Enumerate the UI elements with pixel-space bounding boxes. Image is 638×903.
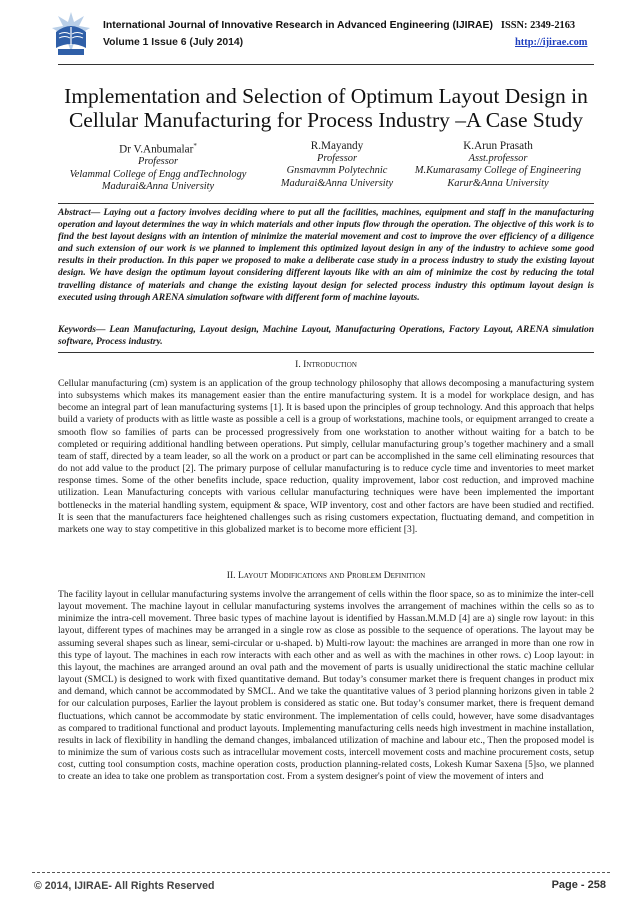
introduction-paragraph: Cellular manufacturing (cm) system is an application of the group technology philosophy that allows decomposing a manufacturing system into subsystems which makes its management easier than the entire manufacturing system. It is a model for workplace design, and has become an integral part of lean manufacturing systems [1]. It is based upon the principles of group technology. And this approach that helps build a variety of products with as little waste as possible a cell is a group of workstations, machine tools, or equipment arranged to create a smooth flow so families of parts can be processed progressively from one workstation to another without waiting for a batch to be completed or requiring additional handling between operations. Put simply, cellular manufacturing group’s together machinery and a small team of staff, directed by a team leader, so all the work on a product or part can be accomplished in the same cell eliminating resources that do not add value to the product [2]. The primary purpose of cellular manufacturing is to reduce cycle time and inventories to meet market response times. Some of the other benefits include, space reduction, quality improvement, labor cost reduction, and improved machine utilization. Lean Manufacturing concepts with various cellular manufacturing techniques were have been implemented the important bottlenecks in the material handling system, equipment & space, WIP inventory, cost and other factors are have been studied and rectified. It is seen that the manufacturers face heightened challenges such as rising customers expectation, fluctuating demand, and competition in markets one way to stay competitive in this globalized market is to become more efficient [3]. [58,378,594,535]
author-role: Professor [137,156,179,168]
author-affiliation: Gnsmavmm Polytechnic [286,165,388,176]
author-mark: * [193,142,197,150]
page-number: Page - 258 [551,879,606,891]
section-heading-layout-modifications: II. Layout Modifications and Problem Definition [226,570,426,581]
author-affiliation: Velammal College of Engg andTechnology [69,168,247,180]
journal-name: International Journal of Innovative Research in Advanced Engineering (IJIRAE) ISSN: 2349-2163 [103,20,576,31]
keywords: Keywords— Lean Manufacturing, Layout design, Machine Layout, Manufacturing Operations, Factory Layout, ARENA simulation software, Process industry. [58,325,594,348]
author-university: Madurai&Anna University [101,181,215,193]
journal-volume: Volume 1 Issue 6 (July 2014) [103,37,244,48]
layout-paragraph: The facility layout in cellular manufacturing systems involve the arrangement of cells within the floor space, so as to minimize the inter-cell layout movement. The machine layout in cellular manufacturing systems involves the arrangement of machines within the cells so as to minimize the intra-cell movement. Three basic types of machine layout is identified by Hassan.M.M.D [4] are a) single row layout: in this layout, different types of machines may be arranged in a single row as close as possible to the sequence of operations. The layout may be assuming several shapes such as linear, semi-circular or u-shaped. b) Multi-row layout: the machines are arranged in more than one row in this type of layout. The machines in each row interacts with each other and as well as with the machines in other rows. c) Loop layout: in this layout, the machines are arranged around an oval path and the movement of parts is usually unidirectional the static machine cellular layout (SMCL) is designed to work with fixed quantitative demand. But today’s consumer market there is frequent changes in product mix and demand, which cannot be accommodated by SMCL. And we take the quantitative values of 3 period planning horizons given in table 2 for our calculation purposes, Earlier the layout problem is considered as static one. But today’s consumer market, there is frequent demand fluctuations, which cannot be accommodate by static environment. The implementation of cells could, however, have some disadvantages as compared to traditional functional and product layouts. Implementing manufacturing cells needs high investment in machine installation, results in lack of flexibility in handling the demand changes, imbalanced utilization of machine and labour etc., Then the proposed model is to minimize the sum of various costs such as intracellular movement costs, intercell movement costs and machine procurement costs, setup cost, cutting tool consumption costs, machine operation costs, production planning-related costs, Lokesh Kumar Saxena [5]so, we planned to create an idea to take one problem as transportation cost. From a system designer's point of view the movement of inters and [58,589,594,783]
journal-logo-icon [50,10,92,56]
abstract: Abstract— Laying out a factory involves deciding where to put all the facilities, machines, equipment and staff in the manufacturing operation and layout determines the way in which materials and other inputs flow through the operation. The objective of this work is to find the best layout designs with an intention of minimize the material movement and cost to improve the over efficiency of a diligence and such extension of our work is we planned to implement this optimized layout design in any of the industry to achieve some good results in their production. In this paper we proposed to make a deliberate case study in a process industry to study the existing layout design. We have design the optimum layout considering different layouts like with an aim of minimize the cost by reducing the total travelling distance of materials and change the existing layout design for selected process industry this optimum layout design is executed using through ARENA simulation software with different form of machine layouts. [58,208,594,303]
author-role: Professor [316,152,358,164]
author-3 [402,140,594,190]
abstract-bottom-divider [58,352,594,353]
footer-divider [32,872,610,873]
journal-url-link[interactable]: http://ijirae.com [515,37,588,48]
author-university: Karur&Anna University [447,177,549,189]
section-heading-introduction: I. Introduction [295,359,357,370]
author-list [58,140,594,200]
author-2 [272,140,402,190]
paper-title: Implementation and Selection of Optimum Layout Design in Cellular Manufacturing for Process Industry –A Case Study [64,84,588,132]
abstract-top-divider [58,203,594,204]
author-role: Asst.professor [468,152,528,164]
author-affiliation: M.Kumarasamy College of Engineering [414,165,582,176]
author-name: Dr V.Anbumalar [119,143,194,156]
author-university: Madurai&Anna University [280,177,394,189]
author-name: R.Mayandy [310,140,364,152]
author-1 [58,140,258,194]
header-divider [58,64,594,65]
footer-copyright: © 2014, IJIRAE- All Rights Reserved [34,880,215,892]
author-name: K.Arun Prasath [463,140,533,152]
issn: ISSN: 2349-2163 [500,20,576,31]
